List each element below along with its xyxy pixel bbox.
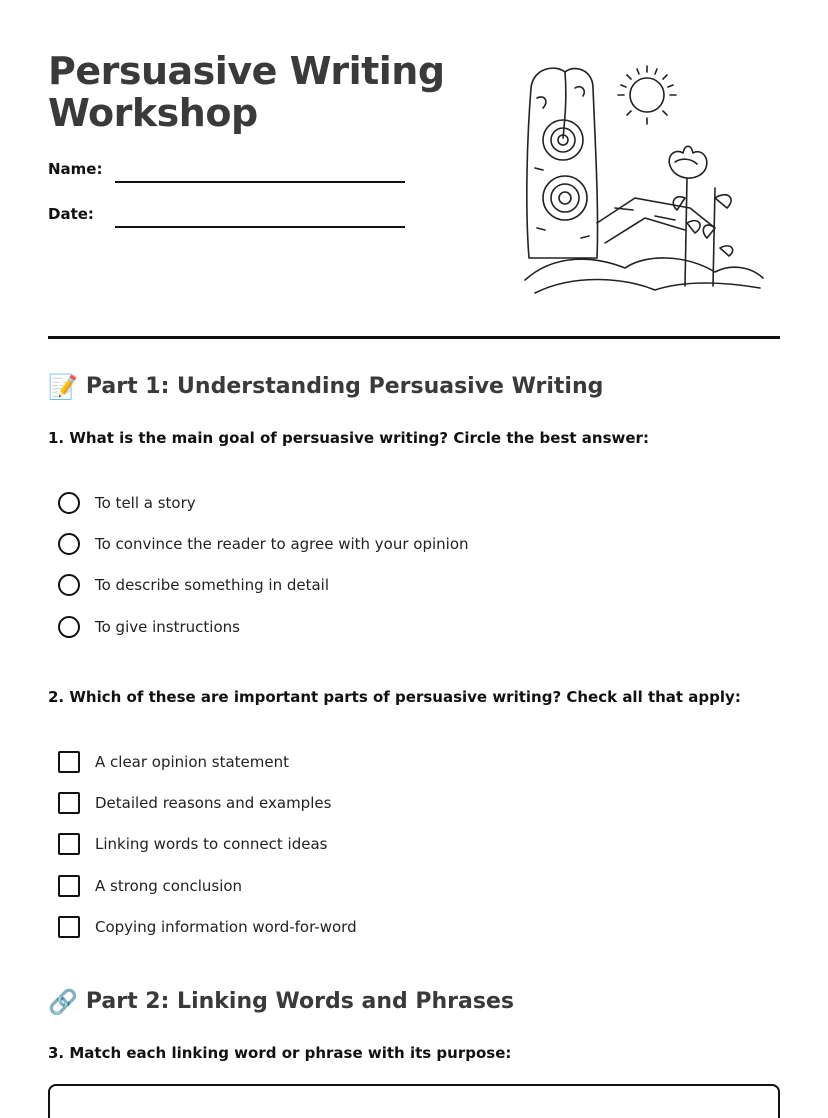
sun-icon: [618, 66, 676, 124]
section-divider: [48, 336, 780, 339]
link-icon: 🔗: [48, 987, 78, 1016]
page-title: [48, 50, 468, 134]
q1-option[interactable]: [58, 533, 469, 555]
q1-option-label: To tell a story: [95, 494, 196, 512]
name-label: Name:: [48, 160, 103, 178]
q2-option[interactable]: [58, 751, 289, 773]
radio-circle[interactable]: [58, 533, 80, 555]
radio-circle[interactable]: [58, 616, 80, 638]
nature-scene-illustration: [515, 58, 770, 298]
q1-option-label: To convince the reader to agree with your opinion: [95, 535, 469, 553]
checkbox[interactable]: [58, 833, 80, 855]
date-field[interactable]: [115, 226, 405, 228]
q2-option[interactable]: [58, 875, 242, 897]
q1-option[interactable]: [58, 574, 329, 596]
q2-option-label: A strong conclusion: [95, 877, 243, 895]
q2-option-label: Copying information word-for-word: [95, 918, 357, 936]
q2-option[interactable]: [58, 916, 357, 938]
checkbox[interactable]: [58, 916, 80, 938]
q2-option-label: A clear opinion statement: [95, 753, 290, 771]
name-field[interactable]: [115, 181, 405, 183]
part1-heading-text: Part 1: Understanding Persuasive Writing: [85, 374, 604, 399]
question-2: 2. Which of these are important parts of persuasive writing? Check all that apply:: [48, 688, 741, 706]
q2-option[interactable]: [58, 833, 327, 855]
q1-option[interactable]: [58, 616, 240, 638]
checkbox[interactable]: [58, 751, 80, 773]
radio-circle[interactable]: [58, 492, 80, 514]
part2-heading-text: Part 2: Linking Words and Phrases: [85, 989, 514, 1014]
title-line-1: Persuasive Writing: [48, 49, 445, 93]
q1-option[interactable]: [58, 492, 196, 514]
q1-option-label: To give instructions: [95, 618, 240, 636]
title-line-2: Workshop: [48, 91, 258, 135]
radio-circle[interactable]: [58, 574, 80, 596]
question-3: 3. Match each linking word or phrase with its purpose:: [48, 1044, 512, 1062]
checkbox[interactable]: [58, 875, 80, 897]
q2-option[interactable]: [58, 792, 331, 814]
q2-option-label: Detailed reasons and examples: [95, 794, 332, 812]
checkbox[interactable]: [58, 792, 80, 814]
carved-stone-icon: [527, 68, 598, 258]
hills-icon: [525, 258, 763, 293]
matching-table: [48, 1084, 780, 1118]
q2-option-label: Linking words to connect ideas: [95, 835, 328, 853]
part2-heading: [48, 989, 514, 1014]
part1-heading: [48, 374, 603, 399]
question-1: 1. What is the main goal of persuasive writing? Circle the best answer:: [48, 429, 649, 447]
q1-option-label: To describe something in detail: [95, 576, 330, 594]
memo-icon: 📝: [48, 372, 78, 401]
date-label: Date:: [48, 205, 94, 223]
